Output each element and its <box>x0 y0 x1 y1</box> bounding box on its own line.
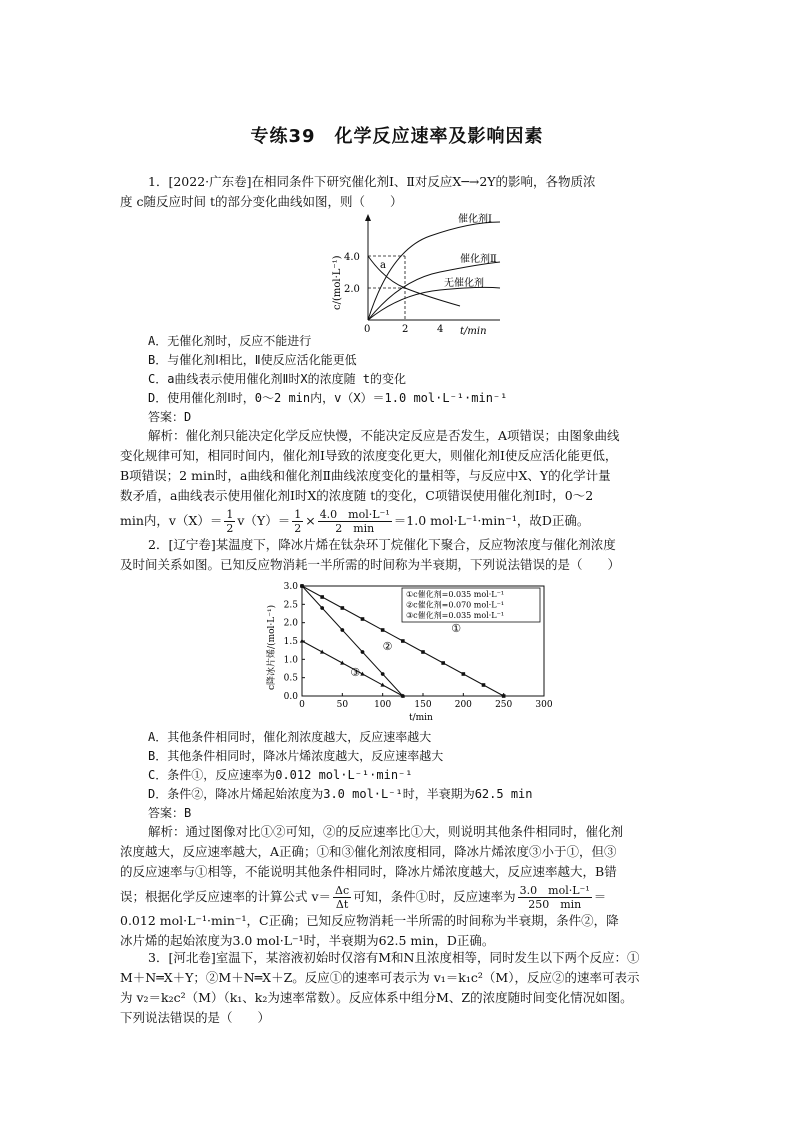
q2-series-label: ② <box>382 640 393 654</box>
q1-stem-line2: 度 c随反应时间 t的部分变化曲线如图，则（ ） <box>120 194 403 209</box>
q1-al-pre: min内，v（X）＝ <box>120 513 223 528</box>
q2-ytick-label: 1.5 <box>283 637 298 647</box>
q1-option-d: D．使用催化剂Ⅰ时，0～2 min内，v（X）＝1.0 mol·L⁻¹·min⁻¹ <box>148 391 508 405</box>
q1-analysis-line3: B项错误；2 min时，a曲线和催化剂Ⅱ曲线浓度变化的量相等，与反应中X、Y的化学计量 <box>120 468 611 483</box>
q2-point <box>482 683 486 687</box>
q1-frac2 <box>292 508 303 535</box>
q1-al-post: ＝1.0 mol·L⁻¹·min⁻¹，故D正确。 <box>393 513 590 528</box>
q2-point <box>320 606 324 610</box>
q1-analysis-line4: 数矛盾，a曲线表示使用催化剂Ⅰ时X的浓度随 t的变化，C项错误使用催化剂Ⅰ时，0～2 <box>120 488 594 503</box>
q1-options <box>148 332 507 427</box>
q2-point <box>462 672 466 676</box>
q2-option-d: D．条件②，降冰片烯起始浓度为3.0 mol·L⁻¹时，半衰期为62.5 min <box>148 787 533 801</box>
q1-curve-nocat <box>368 287 500 320</box>
q1-frac3 <box>318 508 392 535</box>
q1-answer: 答案：D <box>148 410 192 424</box>
q2-ytick-label: 2.0 <box>283 618 298 629</box>
q1-frac2-den: 2 <box>294 522 302 535</box>
q2-analysis <box>120 822 683 951</box>
q2-af-mid: 可知，条件①时，反应速率为 <box>353 889 516 904</box>
q2-analysis-line2: 浓度越大，反应速率越大，A正确；①和③催化剂浓度相同，降冰片烯浓度③小于①，但③ <box>120 844 617 859</box>
q2-xtick-label: 150 <box>414 700 432 710</box>
q1-frac2-num: 1 <box>294 508 302 521</box>
q2-af-post: ＝ <box>593 889 607 904</box>
q1-xtick-4: 4 <box>437 324 444 335</box>
q2-legend-entry: ③c催化剂=0.035 mol·L⁻¹ <box>406 611 505 620</box>
q2-ytick-label: 3.0 <box>283 582 298 592</box>
q2-point <box>320 595 324 599</box>
q2-point <box>381 628 385 632</box>
q2-point <box>341 606 345 610</box>
q3-line1: 3．[河北卷]室温下，某溶液初始时仅溶有M和N且浓度相等，同时发生以下两个反应：① <box>148 950 640 965</box>
q2-frac2-den: 250 min <box>528 898 582 911</box>
q2-option-a: A．其他条件相同时，催化剂浓度越大，反应速率越大 <box>148 730 432 744</box>
q2-point <box>381 672 385 676</box>
q2-series-label: ③ <box>350 665 361 679</box>
q3-stem <box>120 948 683 1028</box>
q2-point <box>340 628 344 632</box>
q1-frac1 <box>224 508 235 535</box>
q2-point <box>421 650 425 654</box>
q2-stem-line2: 及时间关系如图。已知反应物消耗一半所需的时间称为半衰期，下列说法错误的是（ ） <box>120 557 621 572</box>
q2-xtick-label: 250 <box>495 700 513 710</box>
q2-analysis-line1: 解析：通过图像对比①②可知，②的反应速率比①大，则说明其他条件相同时，催化剂 <box>148 824 624 839</box>
q1-frac1-num: 1 <box>226 508 234 521</box>
q1-label-cat2: 催化剂Ⅱ <box>460 254 497 265</box>
q1-label-cat1: 催化剂Ⅰ <box>458 214 492 225</box>
q1-analysis-line1: 解析：催化剂只能决定化学反应快慢，不能决定反应是否发生，A项错误；由图象曲线 <box>148 428 620 443</box>
q2-ytick-label: 0.5 <box>283 673 298 684</box>
q1-xtick-0: 0 <box>364 324 371 335</box>
q2-xtick-label: 200 <box>454 700 472 710</box>
q1-stem-line1: 1．[2022·广东卷]在相同条件下研究催化剂Ⅰ、Ⅱ对反应X─→2Y的影响，各物质浓 <box>148 174 596 189</box>
q2-frac1-num: Δc <box>335 884 350 897</box>
q1-al-mid: v（Y）＝ <box>237 513 291 528</box>
q1-xtick-2: 2 <box>402 324 409 335</box>
q1-option-b: B．与催化剂Ⅰ相比，Ⅱ使反应活化能更低 <box>148 353 357 367</box>
q2-frac2 <box>518 884 592 911</box>
q2-option-b: B．其他条件相同时，降冰片烯浓度越大，反应速率越大 <box>148 749 444 763</box>
q1-frac1-den: 2 <box>226 522 234 535</box>
q2-options <box>148 728 533 823</box>
q2-legend-entry: ②c催化剂=0.070 mol·L⁻¹ <box>406 600 505 610</box>
q1-ytick-4: 4.0 <box>344 252 360 263</box>
q2-af-pre: 误；根据化学反应速率的计算公式 v＝ <box>120 889 332 904</box>
q2-point <box>502 694 506 698</box>
q1-label-nocat: 无催化剂 <box>444 278 484 289</box>
q1-stem <box>120 172 683 212</box>
q1-al-times: × <box>305 513 316 528</box>
q2-ytick-label: 0.0 <box>283 692 298 702</box>
q3-line3: 为 v₂＝k₂c²（M）（k₁、k₂为速率常数）。反应体系中组分M、Z的浓度随时间变化情况如图。 <box>120 990 633 1005</box>
q1-curve-cat1 <box>368 222 500 320</box>
q2-ytick-label: 1.0 <box>283 655 298 666</box>
q2-series-label: ① <box>451 621 462 635</box>
page-title: 专练39 化学反应速率及影响因素 <box>250 126 544 147</box>
q2-point <box>300 584 304 588</box>
q1-label-a: a <box>380 260 386 271</box>
q1-y-arrow <box>365 214 371 221</box>
q1-frac3-den: 2 min <box>335 522 375 535</box>
q2-point <box>361 617 365 621</box>
q1-analysis-line5 <box>120 508 683 535</box>
q1-xlabel: t/min <box>460 326 487 335</box>
q2-analysis-line5: 0.012 mol·L⁻¹·min⁻¹，C正确；已知反应物消耗一半所需的时间称为半衰期，条件②，降 <box>120 913 619 928</box>
q2-point <box>361 650 365 654</box>
q2-analysis-line3: 的反应速率与①相等，不能说明其他条件相同时，降冰片烯浓度越大，反应速率越大，B错 <box>120 864 617 879</box>
q2-xtick-label: 100 <box>374 700 392 710</box>
q1-frac3-num: 4.0 mol·L⁻¹ <box>319 508 390 521</box>
q3-line2: M＋N═X＋Y；②M＋N═X＋Z。反应①的速率可表示为 v₁＝k₁c²（M），反应②的速率可表示 <box>120 970 640 985</box>
q2-ylabel: c降冰片烯/(mol·L⁻¹) <box>267 604 277 690</box>
q2-xlabel: t/min <box>409 713 433 723</box>
q1-ytick-2: 2.0 <box>344 284 360 295</box>
q2-legend-entry: ①c催化剂=0.035 mol·L⁻¹ <box>406 590 505 599</box>
q2-frac1-den: Δt <box>335 898 349 911</box>
q2-answer: 答案：B <box>148 806 192 820</box>
q1-analysis-line2: 变化规律可知，相同时间内，催化剂Ⅰ导致的浓度变化更大，则催化剂Ⅰ使反应活化能更低， <box>120 448 618 463</box>
q1-option-c: C．a曲线表示使用催化剂Ⅱ时X的浓度随 t的变化 <box>148 372 407 386</box>
q2-chart <box>262 578 562 723</box>
q2-point <box>401 639 405 643</box>
q2-frac2-num: 3.0 mol·L⁻¹ <box>519 884 590 897</box>
q2-plot-area <box>265 582 553 723</box>
q2-frac1 <box>333 884 351 911</box>
q2-ytick-label: 2.5 <box>283 600 298 611</box>
q1-option-a: A．无催化剂时，反应不能进行 <box>148 334 312 348</box>
q2-stem-line1: 2．[辽宁卷]某温度下，降冰片烯在钛杂环丁烷催化下聚合，反应物浓度与催化剂浓度 <box>148 537 616 552</box>
q2-analysis-line6: 冰片烯的起始浓度为3.0 mol·L⁻¹时，半衰期为62.5 min，D正确。 <box>120 933 495 948</box>
q1-analysis <box>120 426 683 535</box>
q2-xtick-label: 50 <box>336 700 349 710</box>
q1-ylabel: c/(mol·L⁻¹) <box>332 255 343 310</box>
q1-chart <box>330 210 510 335</box>
q2-point <box>441 661 445 665</box>
q2-xtick-label: 0 <box>299 700 305 710</box>
q3-line4: 下列说法错误的是（ ） <box>120 1010 271 1025</box>
q2-option-c: C．条件①，反应速率为0.012 mol·L⁻¹·min⁻¹ <box>148 768 413 782</box>
q2-xtick-label: 300 <box>535 700 553 710</box>
q2-analysis-line4 <box>120 884 683 911</box>
q2-stem <box>120 535 683 575</box>
